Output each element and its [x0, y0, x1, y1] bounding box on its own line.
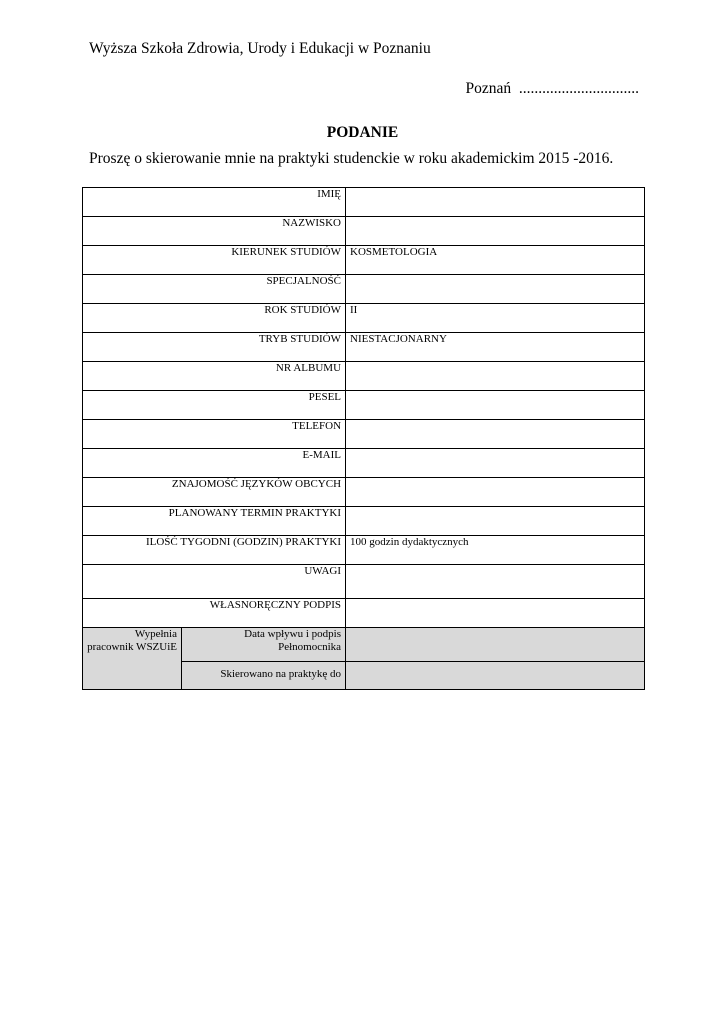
referral-field[interactable]	[346, 662, 645, 690]
office-use-label: Wypełnia pracownik WSZUiE	[83, 628, 182, 690]
field-label: UWAGI	[83, 565, 346, 599]
form-row-languages	[83, 478, 645, 507]
email-field[interactable]	[346, 449, 645, 478]
field-label: Data wpływu i podpis Pełnomocnika	[182, 628, 346, 662]
field-label: NR ALBUMU	[83, 362, 346, 391]
form-row-first-name	[83, 188, 645, 217]
form-row-weeks-hours	[83, 536, 645, 565]
field-label: ILOŚĆ TYGODNI (GODZIN) PRAKTYKI	[83, 536, 346, 565]
last-name-field[interactable]	[346, 217, 645, 246]
field-label: WŁASNORĘCZNY PODPIS	[83, 599, 346, 628]
field-label: E-MAIL	[83, 449, 346, 478]
field-label: NAZWISKO	[83, 217, 346, 246]
form-row-specialization	[83, 275, 645, 304]
field-label: PLANOWANY TERMIN PRAKTYKI	[83, 507, 346, 536]
field-label: PESEL	[83, 391, 346, 420]
request-text: Proszę o skierowanie mnie na praktyki studenckie w roku akademickim 2015 -2016.	[89, 150, 614, 167]
field-label: TRYB STUDIÓW	[83, 333, 346, 362]
application-form-table	[82, 187, 645, 690]
field-label: SPECJALNOŚĆ	[83, 275, 346, 304]
languages-field[interactable]	[346, 478, 645, 507]
form-row-field-of-study	[83, 246, 645, 275]
form-row-last-name	[83, 217, 645, 246]
field-of-study-field[interactable]: KOSMETOLOGIA	[346, 246, 645, 275]
field-label: ZNAJOMOŚĆ JĘZYKÓW OBCYCH	[83, 478, 346, 507]
study-mode-field[interactable]: NIESTACJONARNY	[346, 333, 645, 362]
field-label: Skierowano na praktykę do	[182, 662, 346, 690]
form-row-signature	[83, 599, 645, 628]
document-title: PODANIE	[326, 124, 399, 141]
form-row-study-mode	[83, 333, 645, 362]
field-label: ROK STUDIÓW	[83, 304, 346, 333]
form-row-phone	[83, 420, 645, 449]
planned-date-field[interactable]	[346, 507, 645, 536]
field-label: KIERUNEK STUDIÓW	[83, 246, 346, 275]
notes-field[interactable]	[346, 565, 645, 599]
album-number-field[interactable]	[346, 362, 645, 391]
field-label: IMIĘ	[83, 188, 346, 217]
signature-field[interactable]	[346, 599, 645, 628]
form-row-email	[83, 449, 645, 478]
field-label: TELEFON	[83, 420, 346, 449]
specialization-field[interactable]	[346, 275, 645, 304]
year-of-study-field[interactable]: II	[346, 304, 645, 333]
place-date-line: Poznań ...............................	[465, 80, 639, 97]
form-row-year-of-study	[83, 304, 645, 333]
first-name-field[interactable]	[346, 188, 645, 217]
form-row-pesel	[83, 391, 645, 420]
pesel-field[interactable]	[346, 391, 645, 420]
form-row-notes	[83, 565, 645, 599]
form-row-album-number	[83, 362, 645, 391]
form-row-planned-date	[83, 507, 645, 536]
institution-name: Wyższa Szkoła Zdrowia, Urody i Edukacji w Poznaniu	[89, 40, 431, 57]
weeks-hours-field[interactable]: 100 godzin dydaktycznych	[346, 536, 645, 565]
phone-field[interactable]	[346, 420, 645, 449]
office-row-receipt	[83, 628, 645, 662]
receipt-date-field[interactable]	[346, 628, 645, 662]
